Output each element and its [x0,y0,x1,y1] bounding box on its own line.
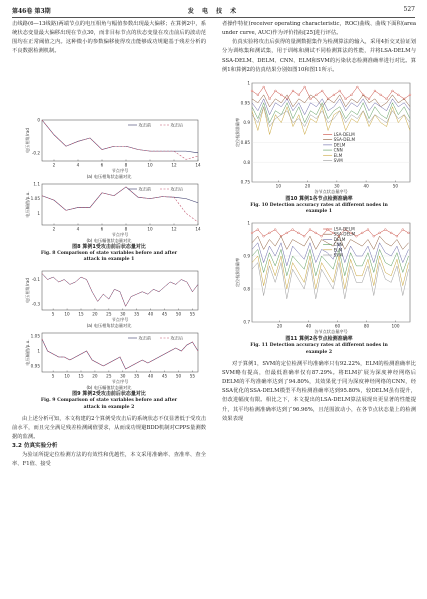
fig9a-xtick-label: 35 [134,311,140,317]
fig11-point [257,229,259,231]
fig10-ytick-label: 0.95 [240,100,250,106]
fig11-point [286,232,288,234]
fig9a-xtick-label: 10 [64,311,70,317]
fig8b-xtick-label: 10 [147,226,153,232]
fig10-point [304,86,306,88]
fig10-point [333,94,335,96]
fig8b-subcaption: (b) 电压幅值状态量对比 [86,238,132,243]
fig10-caption-en-2: example 1 [305,209,333,215]
fig8a-ytick-label: -0.2 [31,150,40,156]
fig11-legend-label: ELM [333,247,343,253]
fig10-xlabel: 各节点状态量序号 [314,188,348,194]
fig8-caption-en-1: Fig. 8 Comparison of state variables before and after [40,251,178,256]
left-paragraph-2: 由上述分析可知，本文构建的2个算例受攻击后的系统状态不仅显著低于受攻击前水平，而且完全满足残差检测阈值要求，从而成功规避BDD机制对CPPS量测数据的监测。 [12,415,206,441]
fig11-point [390,232,392,234]
figure-11 [222,218,416,355]
fig8a-xtick-label: 8 [124,162,128,168]
fig8a-xtick-label: 2 [52,162,56,168]
fig9b-xtick-label: 35 [134,373,140,379]
fig9a-series-line-0 [42,274,198,307]
fig8b-ylabel: 电压幅值/p.u. [25,191,30,218]
fig8a-legend-label: 攻击后 [170,122,184,128]
fig11-point [408,232,410,234]
fig11-point [315,232,317,234]
fig11-ylabel: 定位检测准确率 [235,258,240,288]
fig9b-ytick-label: 0.95 [30,364,40,370]
fig9b-xtick-label: 45 [161,373,168,379]
fig11-point [303,236,305,238]
fig8a-ytick-label: 0 [37,117,40,123]
fig8b-xtick-label: 6 [100,226,104,232]
fig9b-xtick-label: 5 [51,373,55,379]
fig10-series-line-0 [252,87,410,99]
fig8a-xtick-label: 10 [147,162,153,168]
fig10-point [251,90,253,92]
fig10-point [275,90,277,92]
fig10-legend-label: DELM [333,142,346,148]
fig11-point [251,232,253,234]
fig11-point [309,229,311,231]
fig11-caption-en-2: example 2 [305,349,333,355]
fig8a-xtick-label: 4 [76,162,80,168]
fig9-caption-en-2: attack in example 2 [83,404,135,410]
fig10-xtick-label: 40 [363,183,369,189]
fig11-point [384,229,386,231]
fig11-xtick-label: 20 [276,323,283,329]
fig10-point [339,90,341,92]
fig9b-xtick-label: 50 [175,373,182,379]
fig10-point [269,98,271,100]
figure-9 [12,267,206,410]
fig8b-ytick-label: 1.05 [30,196,40,202]
fig9a-ytick-label: -0.1 [31,277,40,283]
fig9a-xtick-label: 55 [189,311,196,317]
fig10-xtick-label: 30 [334,183,340,189]
fig10-legend-label: ELM [333,152,343,158]
fig8b-ytick-label: 1.1 [33,181,40,187]
fig10-series-line-2 [252,99,410,115]
fig11-legend-label: SSA-DELM [333,232,356,238]
left-column [12,20,206,470]
fig10-point [356,86,358,88]
fig10-ytick-label: 1 [247,80,250,86]
fig9b-ytick-label: 1 [37,349,40,355]
left-paragraph-3: 为验证所提定位检测方法的有效性和优越性，本文采用准确率、查准率、查全率、F1值、接受 [12,452,206,468]
fig10-point [310,98,312,100]
fig8-caption-zh: 图8 算例1受攻击前后状态量对比 [72,244,146,250]
fig9a-xtick-label: 40 [147,311,154,317]
fig10-xtick-label: 50 [392,183,399,189]
fig11-point [373,236,375,238]
fig8b-xlabel: 节点序号 [111,232,129,237]
fig10-ytick-label: 0.85 [240,139,250,145]
fig11-ytick-label: 0.8 [243,286,250,292]
right-paragraph-2: 仿真实验将攻击后获得的量测数据集作为检测算法的输入，采用4折交叉验证划分为训练集和测试集，用于训练和测试不同检测算法的性能，并将LSA-DELM与SSA-DELM、DELM、CNN、ELM和SVM的污染状态检测准确率进行对比。算例1和算例2的仿真结果分别如图10和图11所示。 [222,39,416,73]
fig9b-xlabel: 节点序号 [111,379,129,385]
fig11-xtick-label: 100 [391,323,400,329]
fig10-caption-en-1: Fig. 10 Detection accuracy rates at different nodes in [250,202,388,208]
fig9b-subcaption: (b) 电压幅值状态量对比 [86,385,132,391]
issue-label: 第46卷 第3期 [12,8,51,15]
fig11-xtick-label: 40 [305,323,312,329]
fig9a-chart [12,267,206,323]
fig11-ytick-label: 0.7 [243,319,250,325]
fig9a-xtick-label: 25 [106,311,112,317]
fig11-legend-label: CNN [333,242,343,248]
fig10-chart [222,78,416,196]
fig10-legend-label: CNN [333,147,343,153]
fig9b-legend-label: 攻击前 [138,335,152,341]
fig9a-ylabel: 电压相角/rad [25,278,30,304]
fig10-caption-zh: 图10 算例1各节点检测准确率 [285,195,353,202]
fig9a-xtick-label: 20 [92,311,98,317]
fig10-point [380,94,382,96]
right-paragraph-3: 对于算例1，SVM的定位检测平均准确率只有92.22%，ELM的检测准确率比SVM略有提高，但最低准确率仅有87.29%。将ELM扩展为深度神经网络后DELM的平均准确率达到了94.80%，其效果优于同为深度神经网络的CNN，经SSA优化的SSA-DELM模型平均检测准确率达到95.80%，较DELM虽有提升，但改进幅度有限。相比之下，本文提出的LSA-DELM算法展现出更显著的性能提升，其平均检测准确率达到了96.96%，且范围波动小，在各节点状态量上的检测效果表现 [222,360,416,422]
fig10-series-line-3 [252,103,410,123]
fig11-legend-label: SVM [333,252,343,258]
fig10-ytick-label: 0.8 [243,159,250,165]
fig9b-series-line-0 [42,339,198,369]
fig11-point [263,236,265,238]
fig10-ylabel: 定位检测准确率 [235,117,240,148]
fig8b-xtick-label: 12 [171,226,177,232]
fig11-series-line-5 [252,263,409,299]
fig10-point [280,94,282,96]
fig9b-chart [12,329,206,385]
page-number: 527 [403,6,415,13]
fig10-point [351,94,353,96]
right-paragraph-1: 者操作特征(receiver operating characteristic，ROC)曲线、曲线下面积(area under curve, AUC)作为评价指标[25]进行评估。 [222,21,416,37]
fig11-xtick-label: 60 [334,323,341,329]
fig8-caption-en-2: attack in example 1 [83,257,135,263]
fig11-ytick-label: 0.9 [243,253,250,259]
fig9a-series-line-1 [42,274,198,307]
fig10-point [386,98,388,100]
fig10-point [392,90,394,92]
fig9b-xtick-label: 55 [189,373,196,379]
fig9a-plot-frame [42,271,198,310]
fig9b-ylabel: 电压幅值/p.u. [25,339,30,366]
fig10-legend-label: SVM [333,157,343,163]
fig11-point [268,232,270,234]
fig8b-xtick-label: 4 [76,226,80,232]
fig10-point [315,94,317,96]
fig10-point [321,90,323,92]
fig11-legend-label: DELM [333,237,346,243]
fig9b-legend-label: 攻击后 [170,335,184,341]
fig8b-ytick-label: 1 [37,210,40,216]
left-paragraph-1: 击线路(6—13线路)两端节点的电压相角与幅值参数出现最大偏移；在算例2中，系统状态变量最大偏移出现在节点30，而非目标节点的状态变量在攻击前后的波动范围均在正常阈值之内。这种微小的参数偏移使得攻击能够成功规避基于残差分析的不良数据检测机制。 [12,21,206,55]
fig11-point [292,229,294,231]
fig11-point [321,236,323,238]
fig10-point [368,98,370,100]
fig9a-xtick-label: 45 [161,311,168,317]
fig11-xlabel: 各节点状态量序号 [314,329,348,335]
fig10-point [292,90,294,92]
right-column [222,20,416,424]
fig8a-ylabel: 电压相角/rad [25,127,30,154]
fig11-plot-frame [252,223,410,322]
fig10-legend-label: LSA-DELM [333,131,355,137]
fig9b-xtick-label: 40 [147,373,154,379]
fig8b-xtick-label: 2 [52,226,56,232]
fig9a-xtick-label: 5 [51,311,55,317]
fig8b-xtick-label: 14 [195,226,201,232]
fig11-point [297,232,299,234]
fig9b-ytick-label: 1.05 [30,334,40,340]
fig9a-xtick-label: 50 [175,311,182,317]
figure-10 [222,78,416,215]
fig8b-legend-label: 攻击前 [138,186,152,192]
fig10-legend-label: SSA-DELM [333,137,356,143]
fig10-xtick-label: 10 [275,183,282,189]
fig10-point [397,94,399,96]
fig11-series-line-1 [252,237,409,250]
fig8a-xtick-label: 12 [171,162,177,168]
fig9-caption-zh: 图9 算例2受攻击前后状态量对比 [72,391,146,398]
fig11-caption-zh: 图11 算例2各节点检测准确率 [285,336,353,343]
fig9a-subcaption: (a) 电压相角状态量对比 [86,323,132,329]
fig11-ytick-label: 1 [247,220,250,226]
fig8a-legend-label: 攻击前 [138,122,152,128]
fig8a-chart [12,116,206,174]
fig11-point [379,232,381,234]
fig9a-xlabel: 节点序号 [111,317,129,323]
section-title: 3.2 仿真实验分析 [12,443,58,450]
fig8b-series-line-1 [42,187,198,222]
fig9b-xtick-label: 15 [78,373,84,379]
fig10-point [263,86,265,88]
fig9b-xtick-label: 20 [92,373,98,379]
fig9b-xtick-label: 30 [120,373,126,379]
fig11-point [355,236,357,238]
fig8b-chart [12,180,206,238]
fig11-point [367,229,369,231]
fig10-point [374,90,376,92]
fig10-ytick-label: 0.75 [240,179,250,185]
fig8a-xtick-label: 6 [100,162,104,168]
fig11-point [361,232,363,234]
fig9b-series-line-1 [42,339,198,369]
fig9a-ytick-label: -0.3 [31,301,40,307]
fig11-legend-label: LSA-DELM [333,226,355,232]
fig10-point [345,98,347,100]
fig11-point [402,229,404,231]
fig10-point [257,94,259,96]
fig11-caption-en-1: Fig. 11 Detection accuracy rates at different nodes in [250,343,388,349]
journal-name: 发 电 技 术 [187,8,240,15]
fig11-point [396,236,398,238]
fig11-chart [222,218,416,336]
fig10-xtick-label: 20 [304,183,311,189]
fig10-point [409,94,411,96]
fig11-xtick-label: 80 [363,323,370,329]
fig9a-xtick-label: 15 [78,311,84,317]
fig8a-xlabel: 节点序号 [111,168,129,173]
fig8b-xtick-label: 8 [124,226,128,232]
fig10-series-line-5 [252,107,410,127]
page-header [12,3,415,18]
fig8a-xtick-label: 14 [195,162,201,168]
fig9b-xtick-label: 25 [106,373,112,379]
figure-8 [12,116,206,263]
fig11-point [274,229,276,231]
fig9b-xtick-label: 10 [64,373,70,379]
fig9-caption-en-1: Fig. 9 Comparison of state variables before and after [40,398,178,404]
fig8b-legend-label: 攻击后 [170,186,184,192]
fig9a-xtick-label: 30 [120,311,126,317]
fig10-ytick-label: 0.9 [243,120,250,126]
fig8a-subcaption: (a) 电压相角状态量对比 [86,174,132,179]
fig10-point [298,94,300,96]
